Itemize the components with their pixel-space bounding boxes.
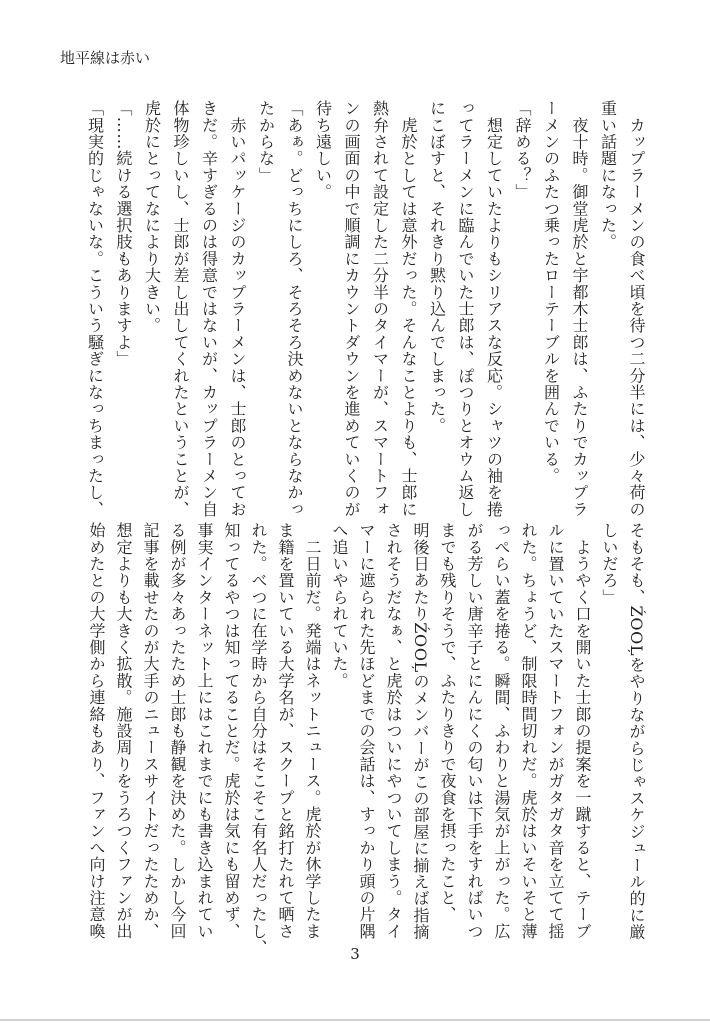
text-line: 体物珍しいし、士郎が差し出してくれたということが、: [171, 100, 190, 518]
text-line: 虎於にとってなにより大きい。: [142, 100, 162, 334]
text-line: れた。べつに在学時から自分はそこそこ有名人だったし、: [249, 522, 268, 957]
text-line: 始めたとの大学側から連絡もあり、ファンへ向け注意喚: [87, 522, 106, 940]
text-line: そもそも、ŹOOĻをやりながらじゃスケジュール的に厳: [627, 522, 646, 941]
text-line: 待ち遠しい。: [313, 100, 333, 201]
text-line: ようやく口を開いた士郎の提案を一蹴すると、テーブ: [573, 522, 592, 940]
text-line: 「……続ける選択肢もありますよ」: [114, 100, 133, 368]
text-line: ルに置いていたスマートフォンがガタガタ音を立てて揺: [546, 522, 565, 940]
text-line: たからな」: [256, 100, 276, 184]
text-line: ってラーメンに臨んでいた士郎は、ぽつりとオウム返し: [456, 100, 475, 518]
text-line: 想定よりも大きく拡散。施設周りをうろつくファンが出: [114, 522, 133, 940]
page-bottom-divider: [0, 1019, 710, 1021]
text-line: 「あぁ。どっちにしろ、そろそろ決めないとならなかっ: [285, 100, 304, 518]
text-line: る例が多々あったため士郎も静観を決めた。しかし今回: [168, 522, 187, 940]
text-line: 赤いパッケージのカップラーメンは、士郎のとってお: [228, 100, 247, 518]
text-line: ーメンのふたつ乗ったローテーブルを囲んでいる。: [541, 100, 561, 485]
running-header: 地平線は赤い: [60, 49, 151, 67]
text-line: マーに遮られた先ほどまでの会話は、すっかり頭の片隅: [357, 522, 376, 940]
text-line: っぺらい蓋を捲る。瞬間、ふわりと湯気が上がった。広: [492, 522, 511, 940]
text-line: カップラーメンの食べ頃を待つ二分半には、少々荷の: [627, 100, 646, 518]
text-line: へ追いやられていた。: [330, 522, 349, 689]
text-line: 二日前だ。発端はネットニュース。虎於が休学したま: [303, 522, 322, 940]
text-line: ンの画面の中で順調にカウントダウンを進めていくのが: [342, 100, 361, 518]
text-line: にこぼすと、それきり黙り込んでしまった。: [427, 100, 447, 434]
text-line: れた。ちょうど、制限時間切れだ。虎於はいそいそと薄: [519, 522, 538, 940]
text-line: きだ。辛すぎるのは得意ではないが、カップラーメン自: [199, 100, 219, 518]
text-line: 虎於としては意外だった。そんなことよりも、士郎に: [399, 100, 418, 518]
text-line: 記事を載せたのが大手のニュースサイトだったためか、: [141, 522, 160, 940]
text-line: 熱弁されて設定した二分半のタイマーが、スマートフォ: [370, 100, 390, 518]
text-line: 重い話題になった。: [598, 100, 618, 251]
text-block-upper: [80, 100, 650, 520]
text-line: までも残りそうで、ふたりきりで夜食を摂ったこと、: [438, 522, 457, 923]
text-block-lower: [83, 522, 650, 957]
text-line: されそうだなぁ、と虎於はついにやついてしまう。タイ: [384, 522, 403, 940]
text-line: 夜十時。御堂虎於と宇都木士郎は、ふたりでカップラ: [570, 100, 589, 518]
text-line: がる芳しい唐辛子とにんにくの匂いは下手をすればいつ: [465, 522, 484, 940]
text-line: 知ってるやつは知ってることだ。虎於は気にも留めず、: [222, 522, 241, 940]
text-line: しいだろ」: [600, 522, 619, 606]
text-line: 「現実的じゃないな。こういう騒ぎになっちまったし、: [85, 100, 105, 518]
text-line: 明後日あたりŹOOĻのメンバーがこの部屋に揃えば指摘: [411, 522, 430, 941]
text-line: 事実インターネット上にはこれまでにも書き込まれてい: [195, 522, 214, 940]
text-line: 想定していたよりもシリアスな反応。シャツの袖を捲: [484, 100, 504, 518]
text-line: ま籍を置いている大学名が、スクープと銘打たれて晒さ: [276, 522, 295, 940]
page-number: 3: [350, 945, 360, 963]
text-line: 「辞める？」: [513, 100, 532, 201]
